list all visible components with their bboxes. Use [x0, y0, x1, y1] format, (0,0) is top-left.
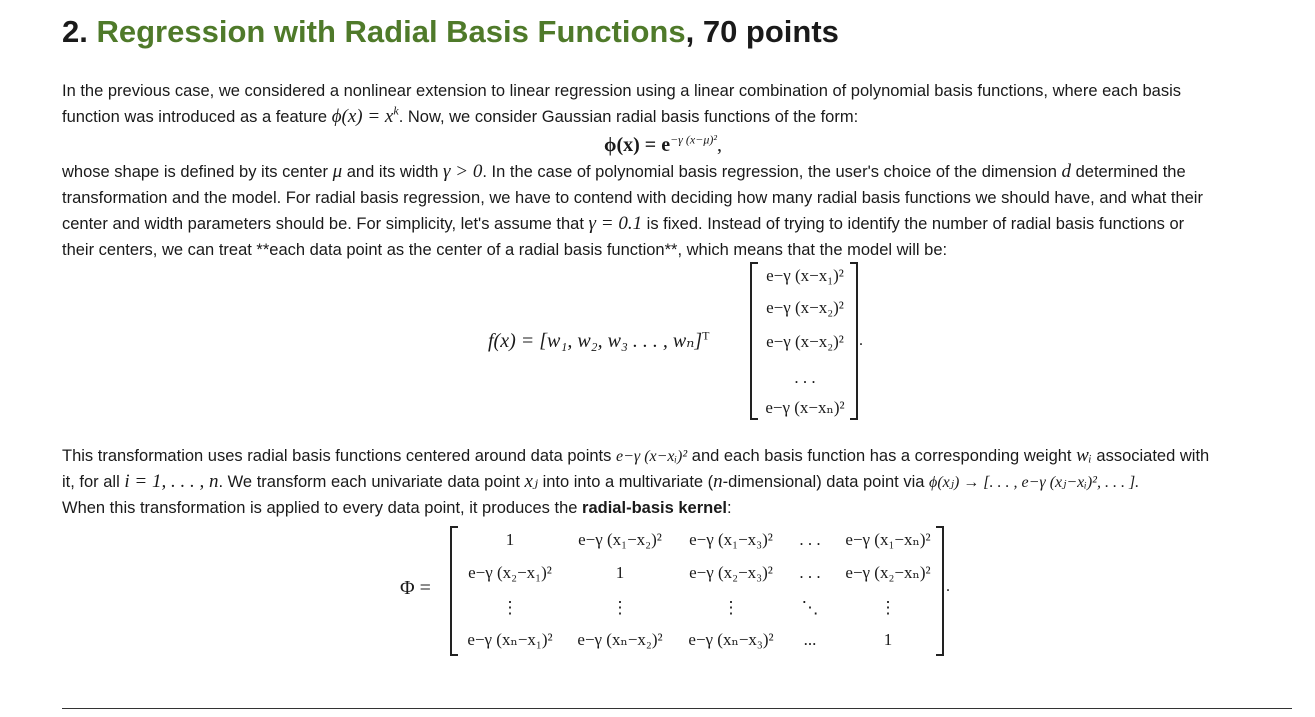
kernel-matrix-lhs: Φ = — [400, 577, 431, 599]
model-vector-right-bracket — [850, 262, 858, 420]
kernel-matrix-cell: e−γ (x₂−x₃)² — [689, 563, 773, 582]
kernel-matrix-cell: ⋮ — [722, 598, 740, 617]
feature-formula-base: ϕ(x) = x — [331, 106, 394, 127]
model-weights: f(x) = [w₁, w₂, w₃ . . . , wₙ] — [488, 330, 703, 352]
intro-line-2-text: function was introduced as a feature — [62, 108, 328, 126]
gamma-value: γ = 0.1 — [588, 213, 643, 234]
rbf-equation-comma: , — [716, 134, 722, 156]
kernel-matrix-cell: . . . — [799, 530, 821, 549]
model-vector-entry: e−γ (x−x₂)² — [766, 298, 844, 317]
basis-expression: e−γ (x−xᵢ)² — [615, 448, 688, 465]
transform-line-1 — [62, 443, 1209, 469]
rbf-line-4: their centers, we can treat **each data point as the center of a radial basis function**, which means that the model will be: — [62, 241, 948, 259]
rbf-line-1-a: whose shape is defined by its center — [62, 163, 328, 181]
rbf-line-1 — [62, 159, 1203, 185]
feature-formula — [331, 103, 399, 127]
feature-formula-exponent: k — [393, 103, 399, 118]
transpose-symbol: T — [702, 328, 710, 343]
kernel-matrix-left-bracket — [450, 526, 458, 656]
rbf-line-1-c: . In the case of polynomial basis regression, the user's choice of the dimension — [482, 163, 1057, 181]
rbf-line-2: transformation and the model. For radial basis regression, we have to contend with deciding how many radial basis functions we should have, and what their — [62, 189, 1203, 207]
d-symbol: d — [1061, 161, 1071, 182]
transform-line-1-a: This transformation uses radial basis functions centered around data points — [62, 447, 612, 465]
model-vector-entry: e−γ (x−x₂)² — [766, 332, 844, 351]
section-heading — [62, 12, 839, 52]
kernel-matrix-cell: e−γ (x₂−x₁)² — [468, 563, 552, 582]
kernel-matrix-cell: ⋮ — [611, 598, 629, 617]
rbf-explanation-paragraph — [62, 159, 1203, 263]
rbf-line-1-b: and its width — [346, 163, 439, 181]
model-equation-lhs — [488, 328, 709, 353]
kernel-matrix-cell: 1 — [883, 630, 893, 649]
rbf-equation-lhs: ϕ(x) = e — [604, 134, 671, 156]
transform-line-3-colon: : — [726, 499, 732, 517]
rbf-equation-exponent: −γ (x−μ)² — [670, 132, 717, 147]
kernel-matrix-cell: e−γ (xₙ−x₂)² — [577, 630, 663, 649]
transform-line-2-c: into into a multivariate ( — [542, 473, 714, 491]
kernel-matrix-cell: ⋮ — [501, 598, 519, 617]
model-vector-entry: e−γ (x−x₁)² — [766, 266, 844, 285]
mu-symbol: μ — [332, 161, 343, 182]
transform-line-2-a: it, for all — [62, 473, 120, 491]
transform-line-2 — [62, 469, 1209, 495]
model-vector-entry: . . . — [794, 368, 816, 387]
intro-line-1: In the previous case, we considered a nonlinear extension to linear regression using a linear combination of polynomial basis functions, where each basis — [62, 82, 1181, 100]
transform-line-3 — [62, 495, 1209, 521]
section-title: Regression with Radial Basis Functions — [96, 14, 686, 49]
rbf-equation — [604, 134, 722, 157]
section-points: , 70 points — [685, 14, 839, 49]
rbf-line-1-e: determined the — [1075, 163, 1186, 181]
kernel-matrix-cell: e−γ (x₁−x₃)² — [689, 530, 773, 549]
rbf-line-3 — [62, 211, 1203, 237]
kernel-matrix-period: . — [946, 578, 950, 595]
radial-basis-kernel-term: radial-basis kernel — [582, 499, 727, 517]
rbf-line-3-b: is fixed. Instead of trying to identify the number of radial basis functions or — [646, 215, 1185, 233]
kernel-matrix-cell: . . . — [799, 563, 821, 582]
kernel-matrix-cell: 1 — [615, 563, 625, 582]
kernel-matrix-cell: ⋱ — [801, 598, 819, 617]
transform-line-2-d: -dimensional) data point via — [722, 473, 925, 491]
transform-line-1-c: associated with — [1096, 447, 1210, 465]
rbf-line-3-a: center and width parameters should be. For simplicity, let's assume that — [62, 215, 584, 233]
transformation-paragraph — [62, 443, 1209, 521]
model-equation-period: . — [859, 332, 863, 349]
section-number: 2. — [62, 14, 88, 49]
intro-line-2 — [62, 104, 1181, 130]
transform-line-1-b: and each basis function has a corresponding weight — [691, 447, 1072, 465]
kernel-matrix-cell: ⋮ — [879, 598, 897, 617]
kernel-matrix-cell: e−γ (x₁−x₂)² — [578, 530, 662, 549]
horizontal-divider — [62, 708, 1292, 709]
transform-line-2-b: . We transform each univariate data point — [218, 473, 520, 491]
intro-paragraph — [62, 78, 1181, 130]
weight-symbol: wᵢ — [1076, 445, 1092, 466]
index-range: i = 1, . . . , n — [124, 471, 219, 492]
intro-line-2-tail: . Now, we consider Gaussian radial basis functions of the form: — [398, 108, 859, 126]
kernel-matrix-cell: e−γ (x₁−xₙ)² — [845, 530, 931, 549]
data-point-symbol: xⱼ — [524, 471, 538, 492]
n-symbol: n — [713, 471, 723, 492]
kernel-matrix-cell: e−γ (xₙ−x₁)² — [467, 630, 553, 649]
kernel-matrix-cell: 1 — [505, 530, 515, 549]
feature-map: ϕ(xⱼ) → [. . . , e−γ (xⱼ−xᵢ)², . . . ]. — [929, 474, 1140, 491]
transform-line-3-a: When this transformation is applied to every data point, it produces the — [62, 499, 578, 517]
gamma-condition: γ > 0 — [443, 161, 483, 182]
kernel-matrix-cell: e−γ (xₙ−x₃)² — [688, 630, 774, 649]
kernel-matrix-cell: ... — [803, 630, 817, 649]
model-vector-entry: e−γ (x−xₙ)² — [765, 398, 845, 417]
model-vector-left-bracket — [750, 262, 758, 420]
kernel-matrix-cell: e−γ (x₂−xₙ)² — [845, 563, 931, 582]
